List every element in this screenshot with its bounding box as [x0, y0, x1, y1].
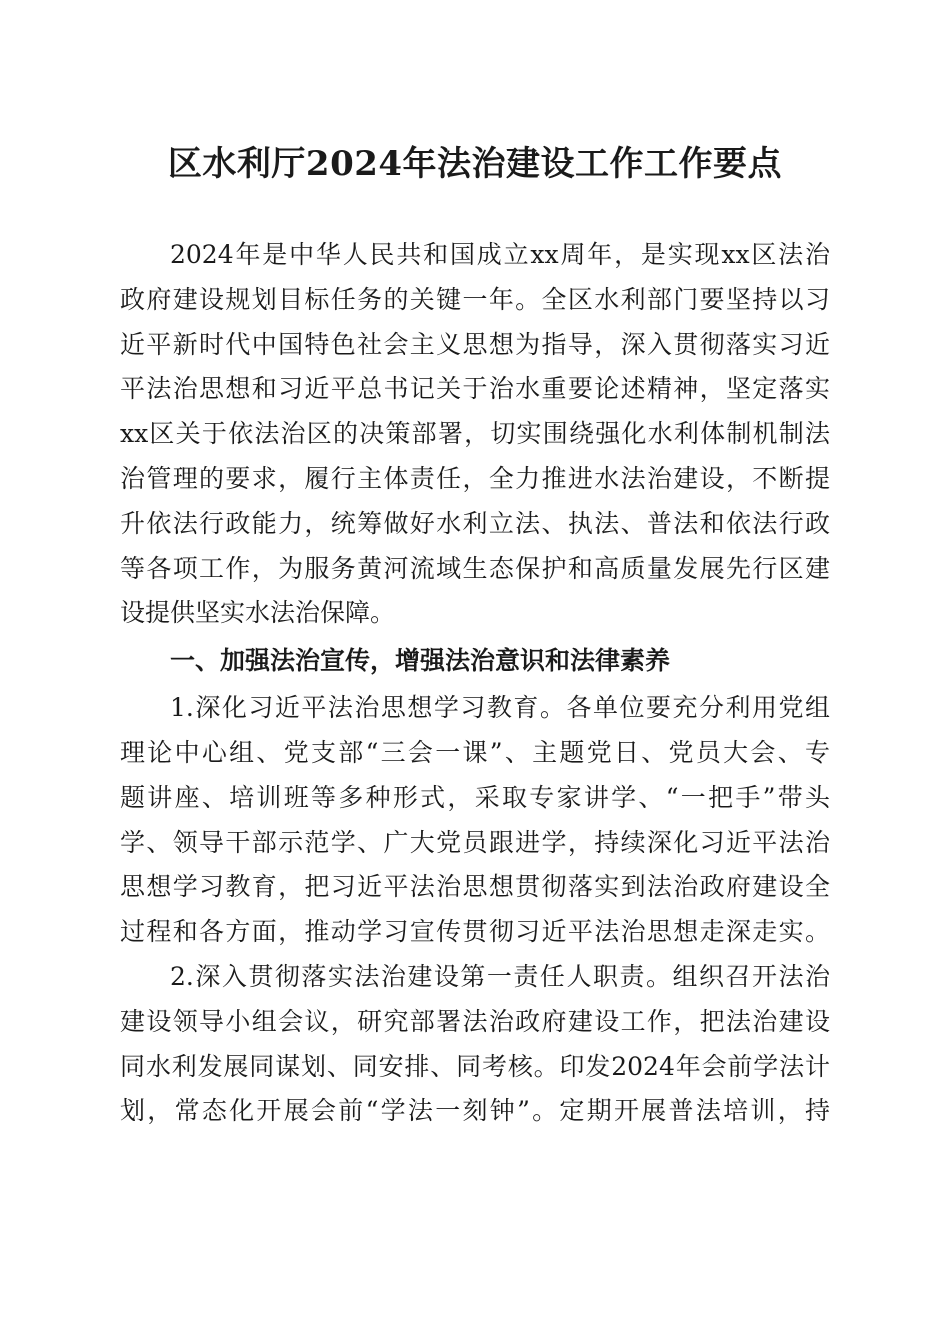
text-line: 思想学习教育，把习近平法治思想贯彻落实到法治政府建设全 [120, 872, 830, 902]
text-line: 等各项工作，为服务黄河流域生态保护和高质量发展先行区建 [120, 553, 830, 583]
text-line: xx区关于依法治区的决策部署，切实围绕强化水利体制机制法 [120, 419, 830, 449]
text-line: 2024年是中华人民共和国成立xx周年，是实现xx区法治 [170, 240, 830, 269]
item-2-paragraph [120, 955, 830, 1134]
text-line: 过程和各方面，推动学习宣传贯彻习近平法治思想走深走实。 [120, 917, 830, 947]
text-line: 学、领导干部示范学、广大党员跟进学，持续深化习近平法治 [120, 827, 830, 857]
text-line: 同水利发展同谋划、同安排、同考核。印发2024年会前学法计 [120, 1051, 830, 1081]
text-line: 2.深入贯彻落实法治建设第一责任人职责。组织召开法治 [170, 961, 830, 991]
text-line: 建设领导小组会议，研究部署法治政府建设工作，把法治建设 [120, 1006, 830, 1036]
section-heading: 一、加强法治宣传，增强法治意识和法律素养 [170, 646, 671, 676]
document-title: 区水利厅2024年法治建设工作工作要点 [167, 144, 783, 184]
text-line: 平法治思想和习近平总书记关于治水重要论述精神，坚定落实 [120, 374, 830, 404]
text-line: 划，常态化开展会前“学法一刻钟”。定期开展普法培训，持 [120, 1096, 830, 1126]
text-line: 设提供坚实水法治保障。 [120, 598, 396, 628]
text-line: 理论中心组、党支部“三会一课”、主题党日、党员大会、专 [120, 737, 830, 767]
text-line: 升依法行政能力，统筹做好水利立法、执法、普法和依法行政 [120, 508, 830, 538]
text-line: 题讲座、培训班等多种形式，采取专家讲学、“一把手”带头 [120, 782, 830, 812]
text-line: 近平新时代中国特色社会主义思想为指导，深入贯彻落实习近 [120, 329, 830, 359]
text-line: 政府建设规划目标任务的关键一年。全区水利部门要坚持以习 [120, 284, 830, 314]
text-line: 1.深化习近平法治思想学习教育。各单位要充分利用党组 [170, 693, 830, 723]
document-body [120, 233, 830, 1134]
text-line: 治管理的要求，履行主体责任，全力推进水法治建设，不断提 [120, 463, 830, 493]
item-1-paragraph [120, 686, 830, 955]
intro-paragraph [120, 233, 830, 636]
